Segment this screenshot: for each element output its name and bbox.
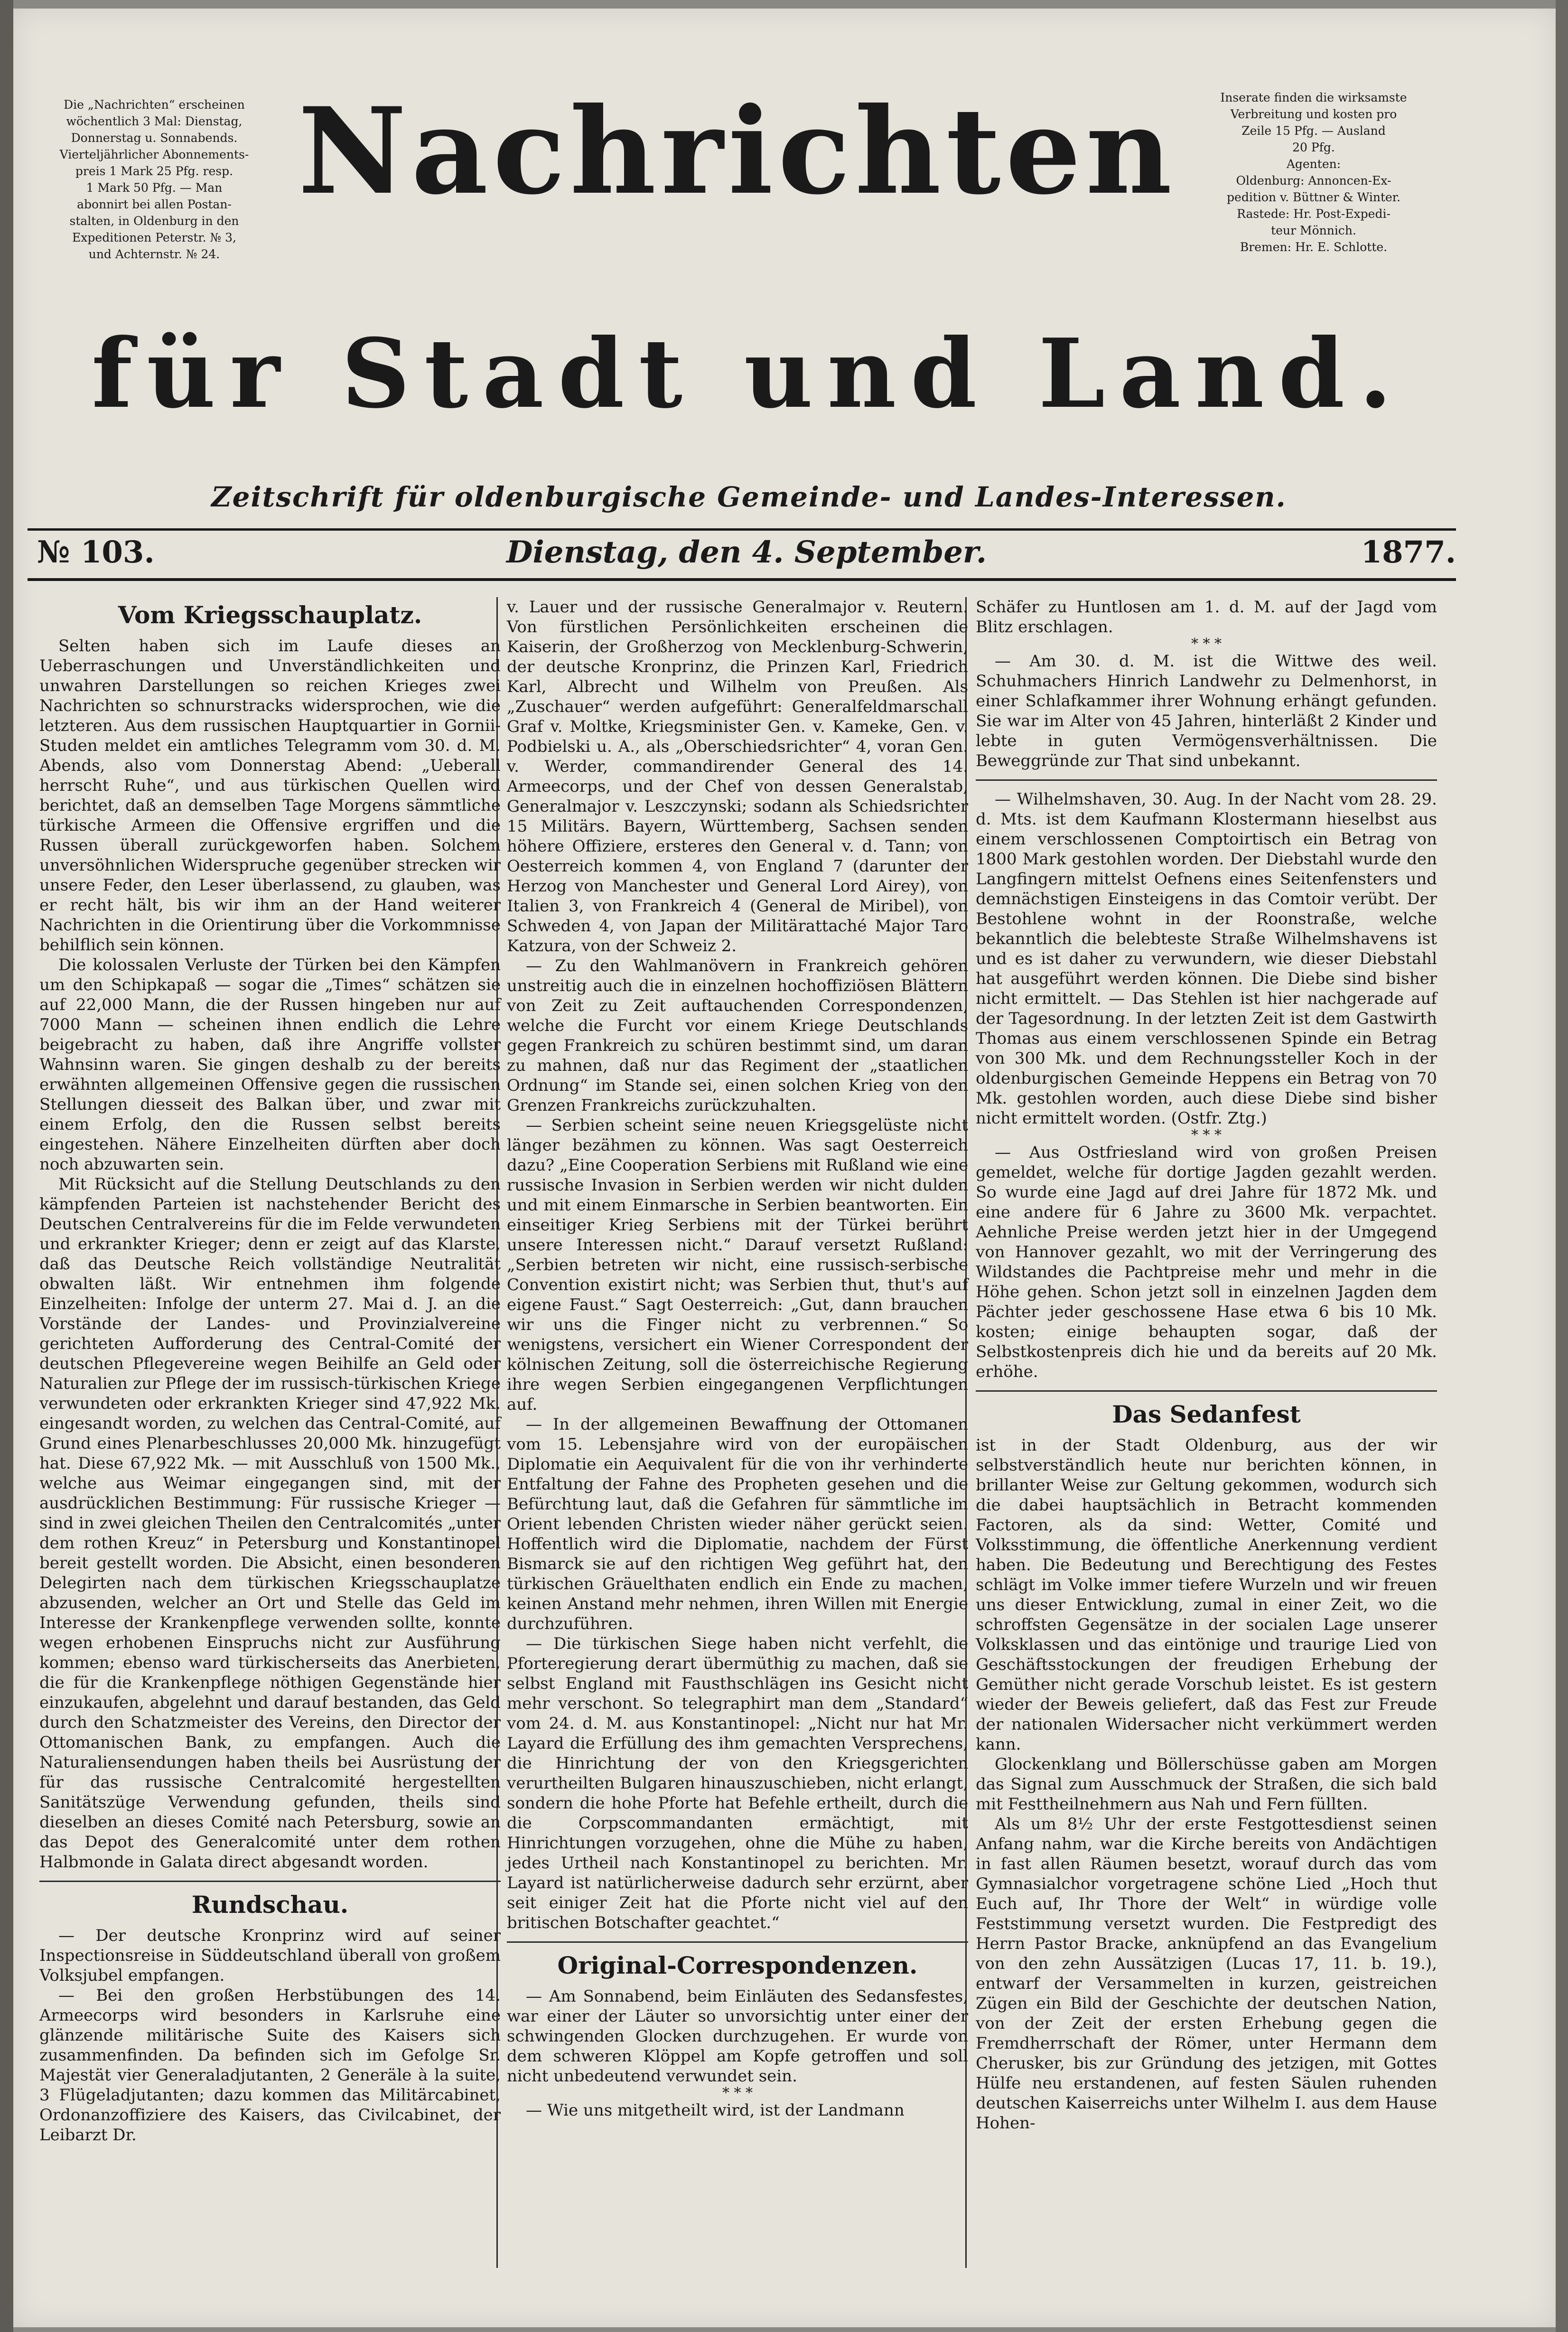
article-paragraph: ist in der Stadt Oldenburg, aus der wir selbstverständlich heute nur berichten können, in brillanter Weise zur Geltung gekommen, wodurch sich die dabei hauptsächlich in Betracht kommenden Factoren, als da sind: Wetter, Comité und Volksstimmung, die öffentliche Anerkennung verdient haben. Die Bedeutung und Berechtigung des Festes schlägt im Volke immer tiefere Wurzeln und wir freuen uns dieser Entwicklung, zumal in einer Zeit, wo die schroffsten Gegensätze in der socialen Lage unserer Volksklassen und das eintönige und traurige Lied von Geschäftsstockungen der freudigen Erhebung der Gemüther nicht gerade Vorschub leistet. Es ist gestern wieder der Beweis geliefert, daß das Fest zur Freude der nationalen Widersacher nicht verkümmert werden kann. bbox=[976, 1436, 1437, 1754]
subscription-line: wöchentlich 3 Mal: Dienstag, bbox=[66, 114, 243, 128]
subscription-line: Die „Nachrichten“ erscheinen bbox=[64, 98, 245, 112]
article-paragraph: — Der deutsche Kronprinz wird auf seiner Inspectionsreise in Süddeutschland überall von großem Volksjubel empfangen. bbox=[39, 1926, 501, 1985]
subscription-info-box bbox=[43, 96, 266, 262]
subscription-line: Vierteljährlicher Abonnements- bbox=[59, 148, 249, 161]
subscription-line: 1 Mark 50 Pfg. — Man bbox=[86, 181, 223, 195]
article-paragraph: Mit Rücksicht auf die Stellung Deutschlands zu den kämpfenden Parteien ist nachstehender Bericht des Deutschen Centralvereins für die im Felde verwundeten und erkrankter Krieger; denn er zeigt auf das Klarste, daß das Deutsche Reich vollständige Neutralität obwalten läßt. Wir entnehmen ihm folgende Einzelheiten: Infolge der unterm 27. Mai d. J. an die Vorstände der Landes- und Provinzialvereine gerichteten Aufforderung des Central-Comité der deutschen Pflegevereine wegen Beihilfe an Geld oder Naturalien zur Pflege der im russisch-türkischen Kriege verwundeten oder erkrankten Krieger sind 47,922 Mk. eingesandt worden, zu welchen das Central-Comité, auf Grund eines Plenarbeschlusses 20,000 Mk. hinzugefügt hat. Diese 67,922 Mk. — mit Ausschluß von 1500 Mk., welche aus Weimar eingegangen sind, mit der ausdrücklichen Bestimmung: Für russische Krieger — sind in zwei gleichen Theilen den Centralcomités „unter dem rothen Kreuz“ in Petersburg und Konstantinopel bereit gestellt worden. Die Absicht, einen besonderen Delegirten nach dem türkischen Kriegsschauplatze abzusenden, welcher an Ort und Stelle das Geld im Interesse der Krankenpflege verwenden sollte, konnte wegen erhobenen Einspruchs nicht zur Ausführung kommen; ebenso ward türkischerseits das Anerbieten, die für die Krankenpflege nöthigen Gegenstände hier einzukaufen, abgelehnt und darauf bestanden, das Geld durch den Schatzmeister des Vereins, den Director der Ottomanischen Bank, zu empfangen. Auch die Naturaliensendungen haben theils bei Ausrüstung der für das russische Centralcomité hergestellten Sanitätszüge Verwendung gefunden, theils sind dieselben an dieses Comité nach Petersburg, sowie an das Depot des Generalcomité unter dem rothen Halbmonde in Galata direct abgesandt worden. bbox=[39, 1175, 501, 1872]
dateline bbox=[37, 534, 1456, 577]
article-paragraph: — Zu den Wahlmanövern in Frankreich gehören unstreitig auch die in einzelnen hochoffiziösen Blättern von Zeit zu Zeit auftauchenden Correspondenzen, welche die Furcht vor einem Kriege Deutschlands gegen Frankreich zu schüren bestimmt sind, um daran zu mahnen, daß nur das Regiment der „staatlichen Ordnung“ im Stande sei, einen solchen Krieg von den Grenzen Frankreichs zurückzuhalten. bbox=[507, 956, 968, 1115]
article-paragraph: — Bei den großen Herbstübungen des 14. Armeecorps wird besonders in Karlsruhe eine glänzende militärische Suite des Kaisers sich zusammenfinden. Da befinden sich im Gefolge Sr. Majestät vier Generaladjutanten, 2 Generäle à la suite, 3 Flügeladjutanten; dazu kommen das Militärcabinet, Ordonanzoffiziere des Kaisers, das Civilcabinet, der Leibarzt Dr. bbox=[39, 1986, 501, 2145]
advertising-line: 20 Pfg. bbox=[1292, 140, 1335, 154]
dateline-top-rule bbox=[28, 528, 1456, 531]
scan-right-edge bbox=[1556, 0, 1568, 2332]
subscription-line: und Achternstr. № 24. bbox=[88, 247, 220, 261]
section-rule bbox=[39, 1881, 501, 1882]
advertising-line: pedition v. Büttner & Winter. bbox=[1227, 190, 1400, 204]
article-paragraph: v. Lauer und der russische Generalmajor v. Reutern. Von fürstlichen Persönlichkeiten erscheinen die Kaiserin, der Großherzog von Mecklenburg-Schwerin, der deutsche Kronprinz, die Prinzen Karl, Friedrich Karl, Albrecht und Wilhelm von Preußen. Als „Zuschauer“ werden aufgeführt: Generalfeldmarschall Graf v. Moltke, Kriegsminister Gen. v. Kameke, Gen. v. Podbielski u. A., als „Oberschiedsrichter“ 4, voran Gen. v. Werder, commandirender General des 14. Armeecorps, und der Chef von dessen Generalstab, Generalmajor v. Leszczynski; sodann als Schiedsrichter 15 Militärs. Bayern, Württemberg, Sachsen senden höhere Offiziere, ersteres den General v. d. Tann; von Oesterreich kommen 4, von England 7 (darunter der Herzog von Manchester und General Lord Airey), von Italien 3, von Frankreich 4 (General de Miribel), von Schweden 4, von Japan der Militärattaché Major Taro Katzura, von der Schweiz 2. bbox=[507, 598, 968, 955]
article-paragraph: — Die türkischen Siege haben nicht verfehlt, die Pforteregierung derart übermüthig zu machen, daß sie selbst England mit Fausthschlägen ins Gesicht nicht mehr verschont. So telegraphirt man dem „Standard“ vom 24. d. M. aus Konstantinopel: „Nicht nur hat Mr. Layard die Erfüllung des ihm gemachten Versprechens, die Hinrichtung der von den Kriegsgerichten verurtheilten Bulgaren hinauszuschieben, nicht erlangt, sondern die hohe Pforte hat Befehle ertheilt, durch die die Corpscommandanten ermächtigt, mit Hinrichtungen vorzugehen, ohne die Mühe zu haben, jedes Urtheil nach Konstantinopel zu berichten. Mr. Layard ist natürlicherweise dadurch sehr erzürnt, aber seit einiger Zeit hat die Pforte nicht viel auf den britischen Botschafter geachtet.“ bbox=[507, 1634, 968, 1932]
subscription-line: stalten, in Oldenburg in den bbox=[69, 214, 239, 228]
section-heading: Original-Correspondenzen. bbox=[557, 1951, 918, 1979]
advertising-line: Bremen: Hr. E. Schlotte. bbox=[1240, 240, 1388, 254]
section-rule bbox=[507, 1941, 968, 1943]
article-paragraph: — Am 30. d. M. ist die Wittwe des weil. Schuhmachers Hinrich Landwehr zu Delmenhorst, in einer Schlafkammer ihrer Wohnung erhängt gefunden. Sie war im Alter von 45 Jahren, hinterläßt 2 Kinder und lebte in guten Vermögensverhältnissen. Die Beweggründe zur That sind unbekannt. bbox=[976, 652, 1437, 770]
article-paragraph: — Am Sonnabend, beim Einläuten des Sedansfestes, war einer der Läuter so unvorsichtig unter einer der schwingenden Glocken durchzugehen. Er wurde von dem schweren Klöppel am Kopfe getroffen und soll nicht unbedeutend verwundet sein. bbox=[507, 1987, 968, 2086]
article-paragraph: Die kolossalen Verluste der Türken bei den Kämpfen um den Schipkapaß — sogar die „Times“ schätzen sie auf 22,000 Mann, die der Russen hingeben nur auf 7000 Mann — scheinen ihnen endlich die Lehre beigebracht zu haben, daß ihre Angriffe vollster Wahnsinn waren. Sie gingen deshalb zu der bereits erwähnten allgemeinen Offensive gegen die russischen Stellungen diesseit des Balkan über, und zwar mit einem Erfolg, den die Russen selbst bereits eingestehen. Nähere Einzelheiten dürften aber doch noch abzuwarten sein. bbox=[39, 955, 501, 1174]
separator-stars: * * * bbox=[722, 2085, 753, 2101]
column-2 bbox=[507, 597, 968, 2120]
advertising-line: Oldenburg: Annoncen-Ex- bbox=[1236, 174, 1391, 187]
column-1 bbox=[39, 597, 501, 2145]
issue-number: № 103. bbox=[37, 534, 155, 570]
subscription-line: Donnerstag u. Sonnabends. bbox=[71, 131, 238, 145]
separator-stars: * * * bbox=[1191, 636, 1222, 652]
column-3 bbox=[976, 597, 1437, 2133]
newspaper-page bbox=[13, 9, 1556, 2327]
article-paragraph: — Wie uns mitgetheilt wird, ist der Landmann bbox=[526, 2101, 905, 2120]
article-paragraph: Selten haben sich im Laufe dieses an Ueberraschungen und Unverständlichkeiten und unwahren Darstellungen so reichen Krieges zwei Nachrichten so schnurstracks widersprochen, wie die letzteren. Aus dem russischen Hauptquartier in Gornii-Studen meldet ein amtliches Telegramm vom 30. d. M. Abends, also vom Donnerstag Abend: „Ueberall herrscht Ruhe“, und aus türkischen Quellen wird berichtet, daß an demselben Tage Morgens sämmtliche türkische Armeen die Offensive ergriffen und die Russen überall zurückgeworfen haben. Solchem unversöhnlichen Widerspruche gegenüber strecken wir unsere Feder, den Leser überlassend, zu glauben, was er recht hält, bis wir ihm an der Hand weiterer Nachrichten in die Orientirung über die Vorkommnisse behilflich sein können. bbox=[39, 637, 501, 955]
article-paragraph: — In der allgemeinen Bewaffnung der Ottomanen vom 15. Lebensjahre wird von der europäischen Diplomatie ein Aequivalent für die von ihr verhinderte Entfaltung der Fahne des Propheten gesehen und die Befürchtung laut, daß die Gefahren für sämmtliche im Orient lebenden Christen wieder näher gerückt seien. Hoffentlich wird die Diplomatie, nachdem der Fürst Bismarck sie auf den richtigen Weg geführt hat, den türkischen Gräuelthaten endlich ein Ende zu machen, keinen Anstand mehr nehmen, ihren Willen mit Energie durchzuführen. bbox=[507, 1415, 968, 1633]
article-paragraph: Als um 8½ Uhr der erste Festgottesdienst seinen Anfang nahm, war die Kirche bereits von Andächtigen in fast allen Räumen besetzt, worauf durch das vom Gymnasialchor vorgetragene schöne Lied „Hoch thut Euch auf, Ihr Thore der Welt“ in würdige volle Feststimmung versetzt wurden. Die Festpredigt des Herrn Pastor Bracke, anknüpfend an das Evangelium von den zehn Aussätzigen (Lucas 17, 11. b. 19.), entwarf der Versammelten in kurzen, geistreichen Zügen ein Bild der Geschichte der deutschen Nation, von der Zeit der ersten Erhebung gegen die Fremdherrschaft der Römer, unter Hermann dem Cherusker, bis zur Gründung des jetzigen, mit Gottes Hülfe neu erstandenen, auf festen Säulen ruhenden deutschen Kaiserreichs unter Wilhelm I. aus dem Hause Hohen- bbox=[976, 1815, 1437, 2133]
subscription-line: preis 1 Mark 25 Pfg. resp. bbox=[75, 164, 233, 178]
article-heading: Vom Kriegsschauplatz. bbox=[118, 601, 422, 629]
advertising-line: Zeile 15 Pfg. — Ausland bbox=[1241, 124, 1386, 138]
separator-stars: * * * bbox=[1191, 1127, 1222, 1143]
masthead-title-line-2: für Stadt und Land. bbox=[91, 318, 1407, 430]
article-paragraph: — Wilhelmshaven, 30. Aug. In der Nacht vom 28. 29. d. Mts. ist dem Kaufmann Klostermann hieselbst aus einem verschlossenen Comptoirtisch ein Betrag von 1800 Mark gestohlen worden. Der Diebstahl wurde den Langfingern mittelst Oefnens eines Seitenfensters und demnächstigen Einsteigens in das Comtoir verübt. Der Bestohlene wohnt in der Roonstraße, welche bekanntlich die belebteste Straße Wilhelmshavens ist und es ist daher zu verwundern, wie dieser Diebstahl hat ausgeführt werden können. Die Diebe sind bisher nicht ermittelt. — Das Stehlen ist hier nachgerade auf der Tagesordnung. In der letzten Zeit ist dem Gastwirth Thomas aus einem verschlossenen Spinde ein Betrag von 300 Mk. und dem Rechnungssteller Koch in der oldenburgischen Gemeinde Heppens ein Betrag von 70 Mk. gestohlen worden, auch diese Diebe sind bisher nicht ermittelt worden. (Ostfr. Ztg.) bbox=[976, 790, 1437, 1128]
advertising-line: teur Mönnich. bbox=[1271, 224, 1356, 237]
subscription-line: Expeditionen Peterstr. № 3, bbox=[72, 231, 236, 244]
section-rule bbox=[976, 1390, 1437, 1392]
article-paragraph: — Serbien scheint seine neuen Kriegsgelüste nicht länger bezähmen zu können. Was sagt Oesterreich dazu? „Eine Cooperation Serbiens mit Rußland wie eine russische Invasion in Serbien werden wir nicht dulden und mit einem Einmarsche in Serbien beantworten. Ein einseitiger Krieg Serbiens mit der Türkei berührt unsere Interessen nicht.“ Darauf versetzt Rußland: „Serbien betreten wir nicht, eine russisch-serbische Convention existirt nicht; was Serbien thut, thut's auf eigene Faust.“ Sagt Oesterreich: „Gut, dann brauchen wir uns die Finger nicht zu verbrennen.“ So wenigstens, versichert ein Wiener Correspondent der kölnischen Zeitung, soll die österreichische Regierung ihre wegen Serbien eingegangenen Verpflichtungen auf. bbox=[507, 1116, 968, 1414]
article-paragraph: Schäfer zu Huntlosen am 1. d. M. auf der Jagd vom Blitz erschlagen. bbox=[976, 598, 1437, 637]
section-heading: Das Sedanfest bbox=[1112, 1400, 1301, 1428]
article-paragraph: Glockenklang und Böllerschüsse gaben am Morgen das Signal zum Ausschmuck der Straßen, die sich bald mit Festtheilnehmern aus Nah und Fern füllten. bbox=[976, 1755, 1437, 1814]
issue-year: 1877. bbox=[1361, 534, 1456, 570]
advertising-line: Agenten: bbox=[1286, 157, 1341, 171]
issue-date: Dienstag, den 4. September. bbox=[506, 534, 987, 570]
article-paragraph: — Aus Ostfriesland wird von großen Preisen gemeldet, welche für dortige Jagden gezahlt werden. So wurde eine Jagd auf drei Jahre für 1872 Mk. und eine andere für 6 Jahre zu 3600 Mk. verpachtet. Aehnliche Preise werden jetzt hier in der Umgegend von Hannover gezahlt, wo mit der Verringerung des Wildstandes die Pachtpreise mehr und mehr in die Höhe gehen. Schon jetzt soll in einzelnen Jagden dem Pächter jeder geschossene Hase etwa 6 bis 10 Mk. kosten; einige behaupten sogar, daß der Selbstkostenpreis dich hie und da bereits auf 20 Mk. erhöhe. bbox=[976, 1143, 1437, 1381]
masthead-subtitle: Zeitschrift für oldenburgische Gemeinde- und Landes-Interessen. bbox=[211, 481, 1287, 513]
advertising-info-box bbox=[1202, 89, 1425, 255]
scan-left-edge bbox=[0, 0, 13, 2332]
advertising-line: Verbreitung und kosten pro bbox=[1230, 107, 1397, 121]
masthead-title-line-1: Nachrichten bbox=[298, 81, 1177, 221]
subscription-line: abonnirt bei allen Postan- bbox=[77, 197, 232, 211]
advertising-line: Rastede: Hr. Post-Expedi- bbox=[1237, 207, 1391, 221]
dateline-bottom-rule bbox=[28, 578, 1456, 581]
advertising-line: Inserate finden die wirksamste bbox=[1220, 91, 1407, 104]
section-rule bbox=[976, 779, 1437, 781]
section-heading: Rundschau. bbox=[191, 1891, 349, 1919]
